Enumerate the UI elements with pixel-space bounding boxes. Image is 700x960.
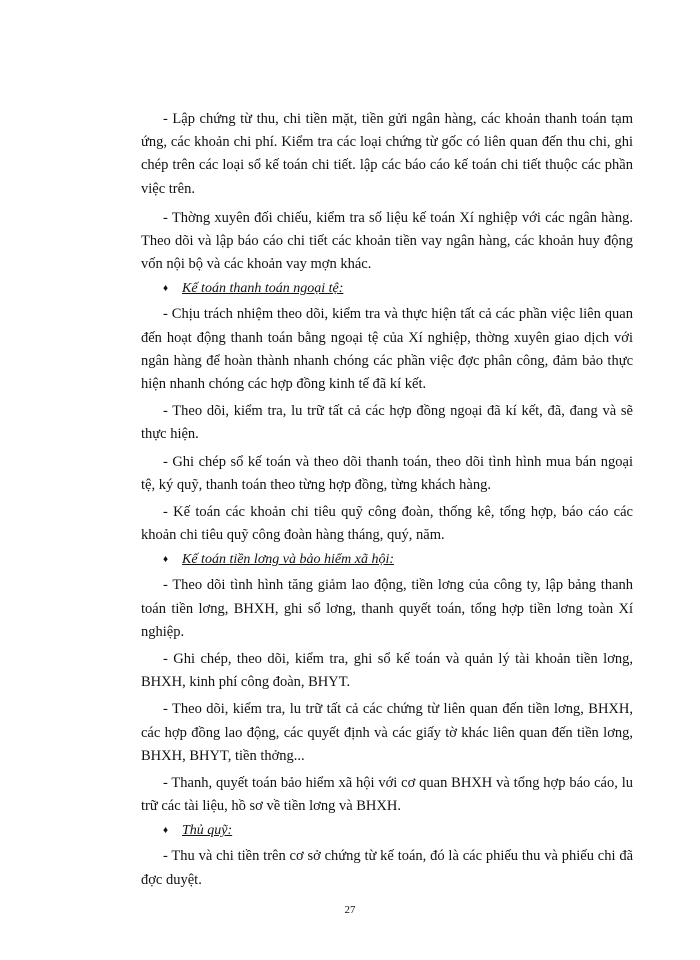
intro-paragraph-2: - Thờng xuyên đối chiếu, kiểm tra số liệu kế toán Xí nghiệp với các ngân hàng. Theo dõi và lập báo cáo chi tiết các khoản tiền vay ngân hàng, các khoản huy động vốn nội bộ và các khoản vay mợn khác. <box>141 209 633 273</box>
cashier-paragraph-1: - Thu và chi tiền trên cơ sở chứng từ kế toán, đó là các phiếu thu và phiếu chi đã đợc duyệt. <box>141 848 633 888</box>
diamond-bullet-icon: ♦ <box>163 283 169 295</box>
section-heading-row-payroll <box>141 548 633 574</box>
payroll-paragraph-4: - Thanh, quyết toán bảo hiểm xã hội với cơ quan BHXH và tổng hợp báo cáo, lu trữ các tài liệu, hồ sơ về tiền lơng và BHXH. <box>141 775 633 815</box>
section-heading-row-foreign-currency <box>141 277 633 303</box>
section-heading-payroll: Kế toán tiền lơng và bảo hiểm xã hội: <box>182 552 394 568</box>
diamond-bullet-icon: ♦ <box>163 825 169 837</box>
page-number: 27 <box>344 904 356 916</box>
page-body <box>141 108 633 892</box>
diamond-bullet-icon: ♦ <box>163 554 169 566</box>
foreign-currency-paragraph-2: - Theo dõi, kiểm tra, lu trữ tất cả các hợp đồng ngoại đã kí kết, đã, đang và sẽ thực hiện. <box>141 403 633 443</box>
payroll-paragraph-1: - Theo dõi tình hình tăng giảm lao động, tiền lơng của công ty, lập bảng thanh toán tiền lơng, BHXH, ghi sổ lơng, thanh quyết toán, tổng hợp tiền lơng toàn Xí nghiệp. <box>141 577 633 640</box>
foreign-currency-paragraph-1: - Chịu trách nhiệm theo dõi, kiểm tra và thực hiện tất cả các phần việc liên quan đến hoạt động thanh toán bằng ngoại tệ của Xí nghiệp, thờng xuyên giao dịch với ngân hàng để hoàn thành nhanh chóng các phần việc đợc phân công, đảm bảo thực hiện nhanh chóng các hợp đồng kinh tế đã kí kết. <box>141 306 633 393</box>
payroll-paragraph-3: - Theo dõi, kiểm tra, lu trữ tất cả các chứng từ liên quan đến tiền lơng, BHXH, các hợp đồng lao động, các quyết định và các giấy tờ khác liên quan đến tiền lơng, BHXH, BHYT, tiền thởng... <box>141 701 633 764</box>
foreign-currency-paragraph-3: - Ghi chép sổ kế toán và theo dõi thanh toán, theo dõi tình hình mua bán ngoại tệ, ký quỹ, thanh toán theo từng hợp đồng, từng khách hàng. <box>141 453 633 493</box>
intro-paragraph-1: - Lập chứng từ thu, chi tiền mặt, tiền gửi ngân hàng, các khoản thanh toán tạm ứng, các khoản chi phí. Kiểm tra các loại chứng từ gốc có liên quan đến thu chi, ghi chép trên các loại sổ kế toán chi tiết. lập các báo cáo kế toán chi tiết thuộc các phần việc trên. <box>141 111 633 197</box>
section-heading-row-cashier <box>141 819 633 845</box>
section-heading-foreign-currency: Kế toán thanh toán ngoại tệ: <box>182 281 344 297</box>
payroll-paragraph-2: - Ghi chép, theo dõi, kiểm tra, ghi sổ kế toán và quản lý tài khoản tiền lơng, BHXH, kinh phí công đoàn, BHYT. <box>141 651 633 691</box>
section-heading-cashier: Thủ quỹ: <box>182 823 233 839</box>
foreign-currency-paragraph-4: - Kế toán các khoản chi tiêu quỹ công đoàn, thống kê, tổng hợp, báo cáo các khoản chi tiêu quỹ công đoàn hàng tháng, quý, năm. <box>141 504 633 544</box>
